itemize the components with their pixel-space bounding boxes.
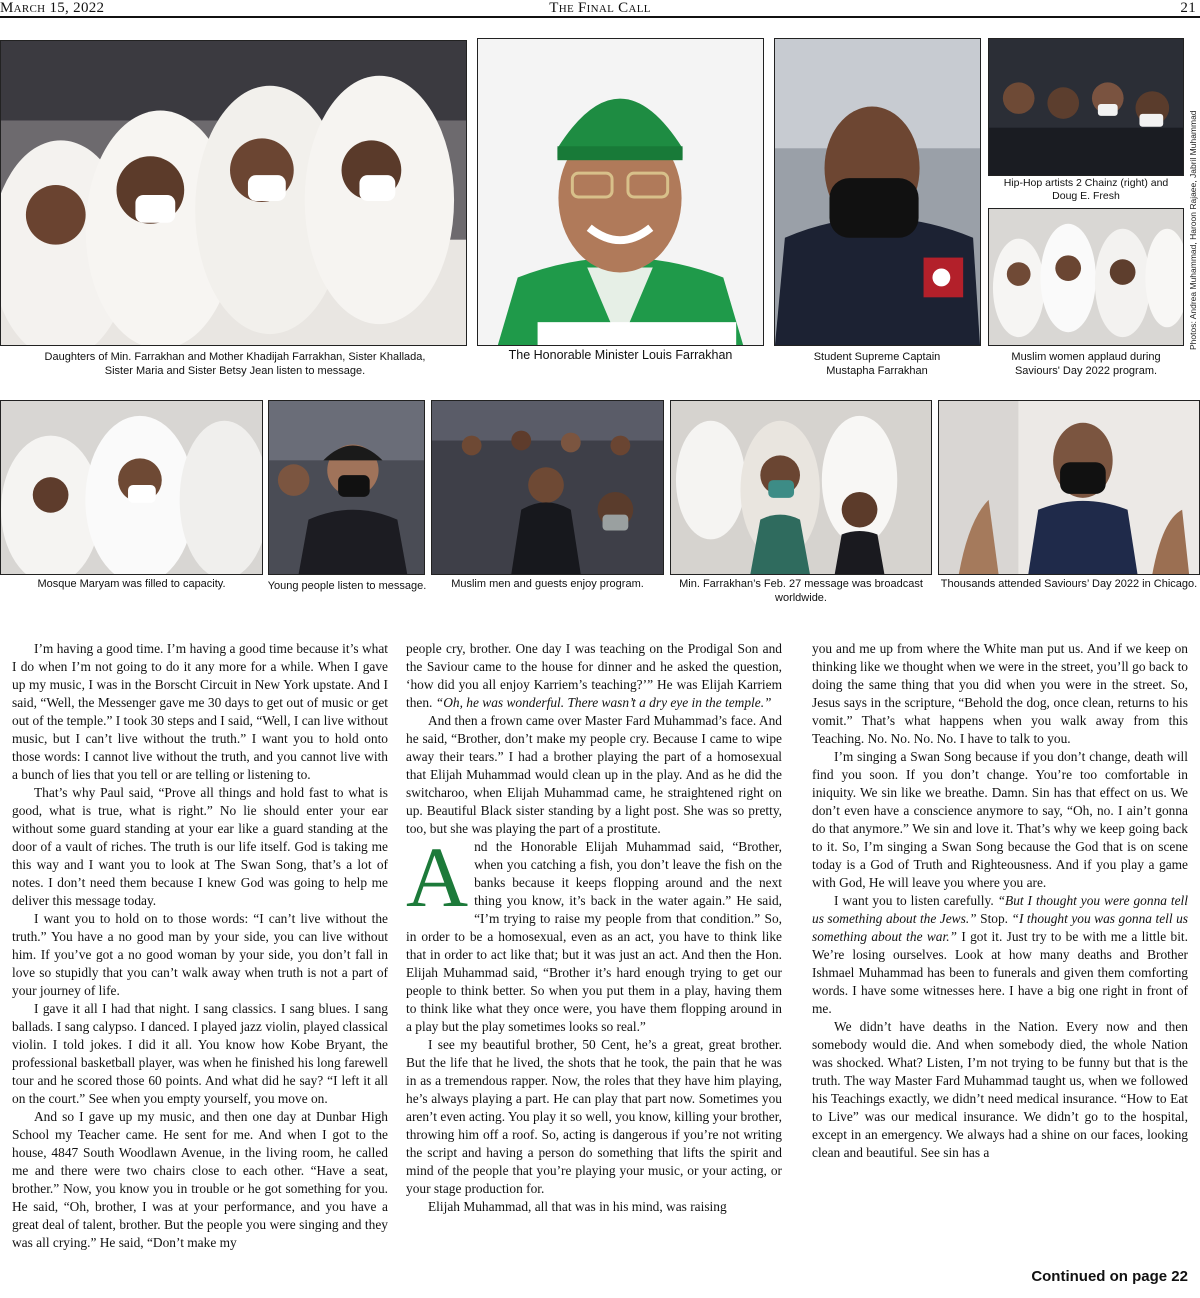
col2-paragraph: I see my beautiful brother, 50 Cent, he’s a great, great brother. But the life that he lived, the shots that he took, the pain that he was in as a tremendous rapper. Now, the roles that they have him playing, he’s always playing a part. He can play that part now. Sometimes you aren’t even acting. You play it so well, you know, killing your brother, throwing him off a roof. So, acting is dangerous if you’re not writing the script and having a person do something that lifts the spirit and mind of the people that you’re playing your music, or your acting, or your stage production for. [406, 1037, 782, 1196]
caption-thousands: Thousands attended Saviours’ Day 2022 in Chicago. [940, 578, 1198, 590]
col2-paragraph [406, 640, 782, 712]
caption-women-applaud: Muslim women applaud during Saviours' Day 2022 program. [1011, 351, 1161, 377]
col1-paragraph: And so I gave up my music, and then one day at Dunbar High School my Teacher came. He sent for me. And when I got to the house, 4847 South Woodlawn Avenue, in the living room, he called me and there were two chairs close to each other. “Have a seat, brother.” Now, you know you in trouble or he got something for you. He said, “Oh, brother, I was at your performance, and you have a great deal of talent, brother. But the people you were singing and they was all crying.” He said, “Don’t make my [12, 1109, 388, 1250]
photo-broadcast [670, 400, 932, 575]
col2-dropcap-text: nd the Honorable Elijah Muhammad said, “Brother, when you catching a fish, you don’t leave the fish on the banks because it keeps flopping around and the next thing you know, it’s back in the water again.” He said, “I’m trying to raise my people from that condition.” So, in order to be a homosexual, even as an act, you have to think like that in order to act like that; but it was just an act. And then the Hon. Elijah Muhammad said, “Brother it’s hard enough trying to get our people to think better. So when you put them in a play, having them to think like what they once were, you have them flopping around in a play but the play sometimes looks so real.” [406, 839, 782, 1034]
photo-mosque [0, 400, 263, 575]
caption-minister: The Honorable Minister Louis Farrakhan [508, 348, 733, 362]
newspaper-title: The Final Call [549, 0, 651, 16]
photo-women-applaud [988, 208, 1184, 346]
col3-text: I got it. Just try to be with me a little bit. We’re losing ourselves. Look at how many deaths and Brother Ishmael Muhammad has been to funerals and given them comforting words. I have some witnesses here. I have a big one right in front of me. [812, 929, 1188, 1016]
photo-young [268, 400, 425, 575]
masthead [0, 0, 1200, 18]
col1-paragraph: That’s why Paul said, “Prove all things and hold fast to what is good, what is true, what is right.” No lie should enter your ear without some guard standing at your ear like a guard standing at the door of a vault of riches. The truth is our life itself. God is taking me this way and I want you to look at The Swan Song, that’s a lot of notes. I don’t need them because I knew God was going to help me deliver this message today. [12, 785, 388, 908]
issue-date: March 15, 2022 [0, 0, 105, 16]
col1-paragraph: I’m having a good time. I’m having a good time because it’s what I do when I’m not going to do it any more for a while. When I gave up my music, I was in the Borscht Circuit in New York upstate. And I said, “Well, the Messenger gave me 30 days to get out of music or get out of the temple.” I took 30 steps and I said, “Well, I can live without music, but I can’t live without the truth.” I want you to hold onto those words: I cannot live without the truth, and you cannot live with a bunch of lies that you tell or are telling or listening to. [12, 641, 388, 782]
caption-captain: Student Supreme Captain Mustapha Farrakhan [813, 351, 941, 377]
caption-hiphop: Hip-Hop artists 2 Chainz (right) and Doug E. Fresh [1003, 177, 1169, 202]
col3-paragraph: I’m singing a Swan Song because if you don’t change, death will find you soon. If you don’t change. You’re too comfortable in iniquity. We sin like we breathe. Damn. Sin has that effect on us. We don’t even have a conscience anymore to say, “Oh, no. I ain’t gonna do that anymore.” We sin and love it. That’s why we keep going back to it. So, I’m singing a Swan Song because the God that is on scene today is a God of Truth and Righteousness. And if you play a game with God, He will leave you where you are. [812, 749, 1188, 890]
col2-quote: “Oh, he was wonderful. There wasn’t a dry eye in the temple.” [435, 695, 772, 710]
article-column-1 [12, 640, 388, 1290]
photo-credit [1187, 110, 1200, 350]
continued-on-page[interactable]: Continued on page 22 [1031, 1268, 1188, 1285]
col3-text: Stop. [980, 911, 1009, 926]
photo-men-guests [431, 400, 664, 575]
photo-hiphop [988, 38, 1184, 176]
col2-text: people cry, brother. One day I was teaching on the Prodigal Son and the Saviour came to the house for dinner and he asked the question, ‘how did you all enjoy Karriem’s teaching?’” He was Elijah Karriem then. [406, 641, 782, 710]
col1-paragraph: I gave it all I had that night. I sang classics. I sang blues. I sang ballads. I sang calypso. I danced. I played jazz violin, played classical violin. I told jokes. I did it all. You know how Kobe Bryant, the professional basketball player, was when he finished his long farewell tour and he scored those 60 points. And what did he say? “I left it all on the court.” See when you empty yourself, you move on. [12, 1001, 388, 1106]
drop-cap: A [406, 829, 469, 925]
col2-paragraph: Elijah Muhammad, all that was in his mind, was raising [428, 1199, 727, 1214]
col3-text: I want you to listen carefully. [834, 893, 994, 908]
col3-paragraph: We didn’t have deaths in the Nation. Every now and then somebody would die. And when somebody died, the whole Nation was shocked. What? Listen, I’m not trying to be funny but that is the truth. The way Master Fard Muhammad taught us, when we followed his Teachings exactly, we didn’t need medical insurance. “How to Eat to Live” was our medical insurance. We didn’t go to the hospital, except in an emergency. We always had a shine on our faces, looking clean and beautiful. See sin has a [812, 1019, 1188, 1160]
col3-paragraph: you and me up from where the White man put us. And if we keep on thinking like we thought when we were in the street, you’ll go back to doing the same thing that you did when you were in the street. So, Jesus says in the scripture, “Behold the dog, once clean, returns to his vomit.” That’s what happens when you walk away from this Teaching. No. No. No. No. I have to talk to you. [812, 641, 1188, 746]
photo-captain [774, 38, 981, 346]
caption-broadcast: Min. Farrakhan’s Feb. 27 message was broadcast worldwide. [679, 578, 923, 604]
page-number: 21 [1180, 0, 1196, 16]
article-column-2 [406, 640, 782, 1290]
article-column-3 [812, 640, 1188, 1265]
photo-credit-text: Photos: Andrea Muhammad, Haroon Rajaee, Jabril Muhammad [1188, 110, 1198, 350]
col3-quote: “I thought you was gonna tell us something about the war.” [812, 911, 1188, 944]
photo-minister [477, 38, 764, 346]
caption-young: Young people listen to message. [267, 580, 427, 592]
photo-daughters [0, 40, 467, 346]
col2-paragraph: And then a frown came over Master Fard Muhammad’s face. And he said, “Brother, don’t make my people cry. Because I came to wipe away their tears.” I had a brother playing the part of a homosexual that Elijah Muhammad would clean up in the play. And as he did the switcharoo, when Elijah Muhammad came, he straightened right on up. Beautiful Black sister standing by a light post. She was so pretty, too, but she was playing the part of a prostitute. [406, 713, 782, 836]
caption-mosque: Mosque Maryam was filled to capacity. [37, 578, 226, 590]
caption-daughters: Daughters of Min. Farrakhan and Mother Khadijah Farrakhan, Sister Khallada, Sister Maria and Sister Betsy Jean listen to message. [44, 351, 426, 377]
caption-men-guests: Muslim men and guests enjoy program. [451, 578, 644, 590]
col2-dropcap-paragraph [406, 829, 782, 1036]
col3-quote: “But I thought you were gonna tell us something about the Jews.” [812, 893, 1188, 926]
photo-thousands [938, 400, 1200, 575]
col1-paragraph: I want you to hold on to those words: “I can’t live without the truth.” You have a no good man by your side, you can live without him. If you’ve got a no good woman by your side, you don’t fall in love so stupidly that you can’t walk away when truth is not a part of your journey of life. [12, 911, 388, 998]
col3-paragraph [812, 892, 1188, 1018]
